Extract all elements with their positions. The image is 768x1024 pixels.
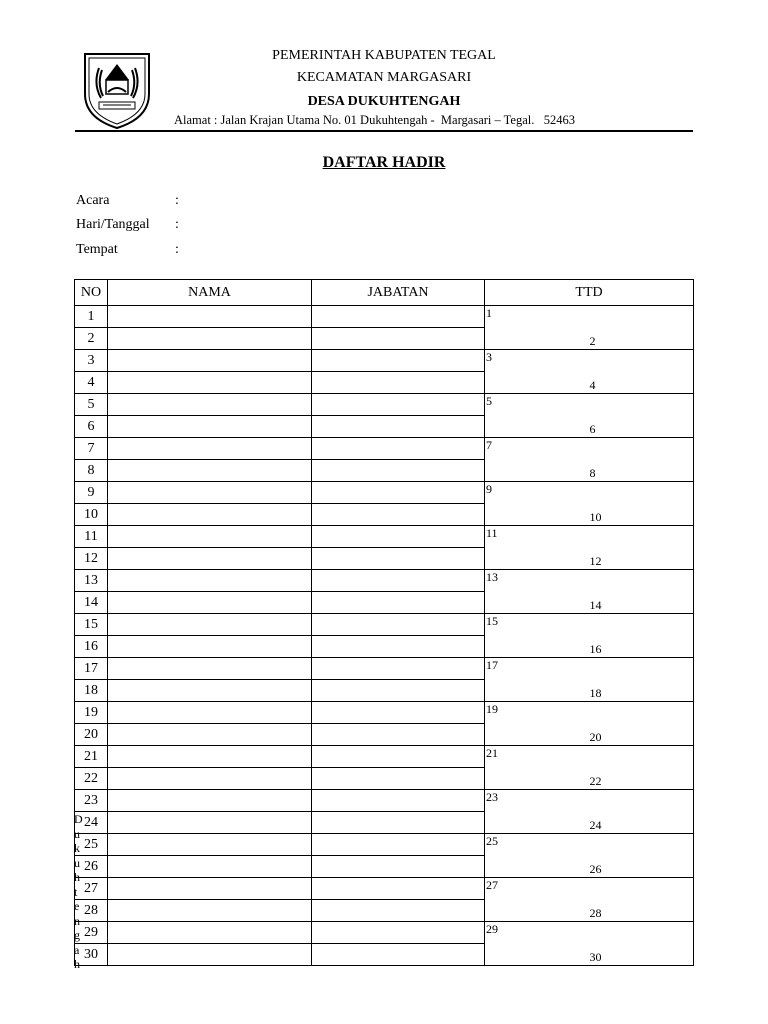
table-row (75, 878, 694, 900)
signature-cell-left[interactable]: 29 (485, 922, 589, 966)
jabatan-cell[interactable] (312, 416, 485, 438)
jabatan-cell[interactable] (312, 768, 485, 790)
row-number: 4 (75, 372, 108, 394)
jabatan-cell[interactable] (312, 460, 485, 482)
signature-cell-left[interactable]: 15 (485, 614, 589, 658)
row-number: 13 (75, 570, 108, 592)
row-number: 22 (75, 768, 108, 790)
nama-cell[interactable] (108, 460, 312, 482)
nama-cell[interactable] (108, 306, 312, 328)
signature-cell-right[interactable]: 10 (589, 482, 694, 526)
nama-cell[interactable] (108, 944, 312, 966)
vertical-label-letter: u (74, 826, 80, 841)
vertical-label-letter: u (74, 855, 80, 870)
signature-cell-left[interactable]: 11 (485, 526, 589, 570)
signature-cell-right[interactable]: 14 (589, 570, 694, 614)
jabatan-cell[interactable] (312, 724, 485, 746)
header-village: DESA DUKUHTENGAH (307, 94, 461, 109)
row-number: 30 (75, 944, 108, 966)
info-label-hari-tanggal: Hari/Tanggal (76, 217, 150, 232)
nama-cell[interactable] (108, 350, 312, 372)
table-row (75, 614, 694, 636)
nama-cell[interactable] (108, 636, 312, 658)
row-number: 25 (75, 834, 108, 856)
jabatan-cell[interactable] (312, 438, 485, 460)
vertical-label-letter: e (74, 899, 80, 913)
nama-cell[interactable] (108, 438, 312, 460)
jabatan-cell[interactable] (312, 790, 485, 812)
attendance-table (74, 279, 694, 966)
row-number: 24 (75, 812, 108, 834)
table-row (75, 834, 694, 856)
jabatan-cell[interactable] (312, 812, 485, 834)
row-number: 1 (75, 306, 108, 328)
nama-cell[interactable] (108, 922, 312, 944)
row-number: 26 (75, 856, 108, 878)
signature-cell-right[interactable]: 6 (589, 394, 694, 438)
column-header-jabatan: JABATAN (312, 280, 485, 306)
table-body (75, 306, 694, 966)
regency-emblem (79, 50, 155, 130)
vertical-label-letter: g (74, 928, 80, 942)
table-row (75, 790, 694, 812)
nama-cell[interactable] (108, 658, 312, 680)
row-number: 11 (75, 526, 108, 548)
signature-cell-left[interactable]: 5 (485, 394, 589, 438)
signature-cell-right[interactable]: 12 (589, 526, 694, 570)
signature-cell-left[interactable]: 23 (485, 790, 589, 834)
signature-cell-left[interactable]: 19 (485, 702, 589, 746)
jabatan-cell[interactable] (312, 944, 485, 966)
table-row (75, 394, 694, 416)
vertical-label-letter: k (74, 841, 80, 855)
info-colon: : (175, 217, 179, 232)
nama-cell[interactable] (108, 614, 312, 636)
jabatan-cell[interactable] (312, 614, 485, 636)
signature-cell-left[interactable]: 9 (485, 482, 589, 526)
nama-cell[interactable] (108, 790, 312, 812)
signature-cell-right[interactable]: 2 (589, 306, 694, 350)
signature-cell-left[interactable]: 13 (485, 570, 589, 614)
table-row (75, 658, 694, 680)
vertical-label-letter: D (74, 812, 83, 826)
nama-cell[interactable] (108, 746, 312, 768)
vertical-label-letter: h (74, 870, 80, 884)
row-number: 18 (75, 680, 108, 702)
signature-cell-right[interactable]: 26 (589, 834, 694, 878)
nama-cell[interactable] (108, 482, 312, 504)
table-row (75, 526, 694, 548)
row-number: 16 (75, 636, 108, 658)
nama-cell[interactable] (108, 328, 312, 350)
nama-cell[interactable] (108, 768, 312, 790)
jabatan-cell[interactable] (312, 922, 485, 944)
signature-cell-left[interactable]: 21 (485, 746, 589, 790)
column-header-nama: NAMA (108, 280, 312, 306)
jabatan-cell[interactable] (312, 702, 485, 724)
table-row (75, 922, 694, 944)
table-row (75, 482, 694, 504)
signature-cell-right[interactable]: 4 (589, 350, 694, 394)
signature-cell-left[interactable]: 1 (485, 306, 589, 350)
nama-cell[interactable] (108, 504, 312, 526)
row-number: 23 (75, 790, 108, 812)
table-row (75, 570, 694, 592)
row-number: 5 (75, 394, 108, 416)
info-colon: : (175, 242, 179, 257)
nama-cell[interactable] (108, 394, 312, 416)
row-number: 3 (75, 350, 108, 372)
nama-cell[interactable] (108, 878, 312, 900)
row-number: 27 (75, 878, 108, 900)
nama-cell[interactable] (108, 702, 312, 724)
row-number: 20 (75, 724, 108, 746)
info-label-tempat: Tempat (76, 242, 118, 257)
signature-cell-right[interactable]: 18 (589, 658, 694, 702)
vertical-label-letter: n (74, 913, 80, 928)
header-divider (75, 130, 693, 132)
nama-cell[interactable] (108, 900, 312, 922)
nama-cell[interactable] (108, 372, 312, 394)
jabatan-cell[interactable] (312, 834, 485, 856)
signature-cell-right[interactable]: 20 (589, 702, 694, 746)
signature-cell-left[interactable]: 27 (485, 878, 589, 922)
jabatan-cell[interactable] (312, 658, 485, 680)
nama-cell[interactable] (108, 416, 312, 438)
row-number: 29 (75, 922, 108, 944)
row-number: 14 (75, 592, 108, 614)
jabatan-cell[interactable] (312, 548, 485, 570)
signature-cell-right[interactable]: 16 (589, 614, 694, 658)
jabatan-cell[interactable] (312, 526, 485, 548)
table-header-row (75, 280, 694, 306)
row-number: 12 (75, 548, 108, 570)
info-label-acara: Acara (76, 193, 110, 208)
jabatan-cell[interactable] (312, 592, 485, 614)
row-number: 17 (75, 658, 108, 680)
signature-cell-right[interactable]: 30 (589, 922, 694, 966)
header-government: PEMERINTAH KABUPATEN TEGAL (272, 48, 496, 63)
table-row (75, 746, 694, 768)
vertical-label-letter: a (74, 942, 80, 957)
column-header-ttd: TTD (485, 280, 694, 306)
signature-cell-right[interactable]: 8 (589, 438, 694, 482)
table-row (75, 438, 694, 460)
jabatan-cell[interactable] (312, 482, 485, 504)
table-row (75, 350, 694, 372)
jabatan-cell[interactable] (312, 636, 485, 658)
signature-cell-left[interactable]: 17 (485, 658, 589, 702)
signature-cell-left[interactable]: 7 (485, 438, 589, 482)
jabatan-cell[interactable] (312, 328, 485, 350)
jabatan-cell[interactable] (312, 570, 485, 592)
signature-cell-left[interactable]: 25 (485, 834, 589, 878)
info-colon: : (175, 193, 179, 208)
nama-cell[interactable] (108, 592, 312, 614)
signature-cell-right[interactable]: 24 (589, 790, 694, 834)
nama-cell[interactable] (108, 724, 312, 746)
row-number: 9 (75, 482, 108, 504)
table-row (75, 306, 694, 328)
row-number: 28 (75, 900, 108, 922)
vertical-label-letter: h (74, 957, 80, 971)
row-number: 10 (75, 504, 108, 526)
jabatan-cell[interactable] (312, 878, 485, 900)
header-district: KECAMATAN MARGASARI (296, 70, 472, 85)
vertical-village-label (74, 812, 84, 972)
nama-cell[interactable] (108, 526, 312, 548)
nama-cell[interactable] (108, 834, 312, 856)
row-number: 7 (75, 438, 108, 460)
row-number: 19 (75, 702, 108, 724)
jabatan-cell[interactable] (312, 680, 485, 702)
jabatan-cell[interactable] (312, 746, 485, 768)
jabatan-cell[interactable] (312, 306, 485, 328)
row-number: 6 (75, 416, 108, 438)
jabatan-cell[interactable] (312, 900, 485, 922)
signature-cell-right[interactable]: 28 (589, 878, 694, 922)
row-number: 2 (75, 328, 108, 350)
jabatan-cell[interactable] (312, 350, 485, 372)
row-number: 21 (75, 746, 108, 768)
jabatan-cell[interactable] (312, 372, 485, 394)
nama-cell[interactable] (108, 856, 312, 878)
column-header-no: NO (75, 280, 108, 306)
jabatan-cell[interactable] (312, 394, 485, 416)
signature-cell-right[interactable]: 22 (589, 746, 694, 790)
vertical-label-letter: t (74, 884, 78, 899)
nama-cell[interactable] (108, 812, 312, 834)
jabatan-cell[interactable] (312, 504, 485, 526)
nama-cell[interactable] (108, 680, 312, 702)
table-row (75, 702, 694, 724)
document-title: DAFTAR HADIR (322, 154, 446, 171)
nama-cell[interactable] (108, 548, 312, 570)
jabatan-cell[interactable] (312, 856, 485, 878)
row-number: 15 (75, 614, 108, 636)
row-number: 8 (75, 460, 108, 482)
signature-cell-left[interactable]: 3 (485, 350, 589, 394)
header-address: Alamat : Jalan Krajan Utama No. 01 Dukuhtengah - Margasari – Tegal. 52463 (174, 113, 575, 127)
nama-cell[interactable] (108, 570, 312, 592)
